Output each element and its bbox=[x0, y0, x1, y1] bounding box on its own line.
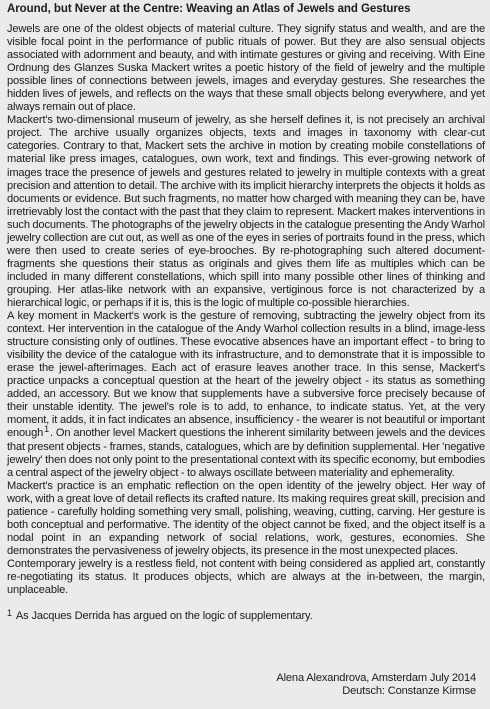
footnote-reference: 1 bbox=[44, 424, 49, 435]
paragraph-identity: Mackert's practice is an emphatic reflection on the open identity of the jewelry object. Her way of work, with a great love of detail reflects its crafted nature. Its making requires great skill, precision and patience - carefully holding something very small, polishing, weaving, cutting, carving. Her gesture is both conceptual and performative. The identity of the object cannot be fixed, and the object itself is a nodal point in an expanding network of social relations, work, gestures, economies. She demonstrates the pervasiveness of jewelry objects, its presence in the most unexpected places. bbox=[7, 479, 485, 557]
paragraph-archive: Mackert's two-dimensional museum of jewelry, as she herself defines it, is not precisely an archival project. The archive usually organizes objects, texts and images in taxonomy with clear-cut categories. Contrary to that, Mackert sets the archive in motion by creating mobile constellations of material like press images, catalogues, own work, text and findings. This ever-growing network of images trace the presence of jewels and gestures related to jewelry in multiple contexts with a great precision and attention to detail. The archive with its implicit hierarchy interprets the objects it holds as documents or evidence. But such fragments, no matter how charged with meaning they can be, have irretrievably lost the contact with the past that they claim to represent. Mackert makes interventions in such documents. The photographs of the jewelry objects in the catalogue presenting the Andy Warhol jewelry collection are cut out, as well as one of the eyes in series of portraits found in the press, which were then used to create series of eye-brooches. By re-photographing such altered document-fragments she questions their status as originals and gives them life as multiples which can be included in many different constellations, which spill into many possible other lines of thinking and grouping. Her atlas-like network with an expansive, vertiginous force is not characterized by a hierarchical logic, or perhaps if it is, this is the logic of multiple co-possible hierarchies. bbox=[7, 114, 485, 309]
footnote-marker: 1 bbox=[7, 608, 12, 619]
translation-credit: Deutsch: Constanze Kirmse bbox=[342, 685, 476, 697]
paragraph-removal-continuation: . On another level Mackert questions the inherent similarity between jewels and the devices that present objects - frames, stands, catalogues, which are by definition supplemental. Her 'negative jewelry' then does not only point to the presentational context with its specific economy, but embodies a central aspect of the jewelry object - to always oscillate between materiality and ephemerality. bbox=[7, 427, 485, 479]
paragraph-removal bbox=[7, 310, 485, 480]
paragraph-conclusion: Contemporary jewelry is a restless field, not content with being considered as applied art, constantly re-negotiating its status. It produces objects, which are always at the in-between, the margin, unplaceable. bbox=[7, 557, 485, 597]
footnote-text: As Jacques Derrida has argued on the logic of supplementary. bbox=[15, 610, 313, 623]
paragraph-intro: Jewels are one of the oldest objects of material culture. They signify status and wealth, and are the visible focal point in the performance of public rituals of power. But they are also sensual objects associated with adornment and beauty, and with intimate gestures or giving and receiving. With Eine Ordnung des Glanzes Suska Mackert writes a poetic history of the field of jewelry and the multiple possible lines of connections between jewels, images and everyday gestures. She researches the hidden lives of jewels, and reflects on the ways that these small objects belong everywhere, and yet always remain out of place. bbox=[7, 23, 485, 114]
document-page bbox=[7, 0, 485, 709]
signature-block bbox=[276, 672, 476, 698]
author-line: Alena Alexandrova, Amsterdam July 2014 bbox=[276, 672, 476, 684]
footnote bbox=[7, 607, 485, 623]
article-body bbox=[7, 23, 485, 597]
paragraph-removal-text: A key moment in Mackert's work is the gesture of removing, subtracting the jewelry object from its context. Her intervention in the catalogue of the Andy Warhol collection results in a blind, image-less structure consisting only of outlines. These evocative absences have an important effect - to bring to visibility the device of the catalogue with its infrastructure, and to demonstrate that it is impossible to erase the jewel-afterimages. Each act of erasure leaves another trace. In this sense, Mackert's practice unpacks a conceptual question at the heart of the jewelry object - its status as something added, an accessory. But we know that supplements have a subversive force precisely because of their unstable identity. The jewel's role is to add, to enhance, to indicate status. Yet, at the very moment, it adds, it in fact indicates an absence, insufficiency - the wearer is not beautiful or important enough bbox=[7, 310, 485, 440]
article-title: Around, but Never at the Centre: Weaving an Atlas of Jewels and Gestures bbox=[7, 3, 411, 15]
